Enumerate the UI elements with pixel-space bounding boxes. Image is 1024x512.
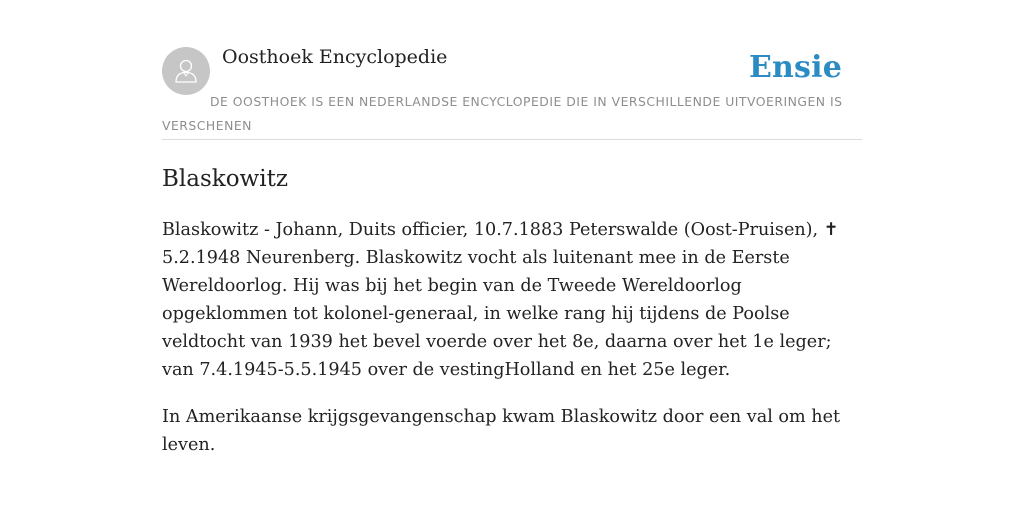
source-header xyxy=(162,46,862,140)
source-name[interactable]: Oosthoek Encyclopedie xyxy=(222,46,448,68)
entry-card xyxy=(162,46,862,459)
source-tagline: DE OOSTHOEK IS EEN NEDERLANDSE ENCYCLOPEDIE DIE IN VERSCHILLENDE UITVOERINGEN IS VERSCHENEN xyxy=(162,94,843,133)
article-paragraph-1: Blaskowitz - Johann, Duits officier, 10.7.1883 Peterswalde (Oost-Pruisen), ✝ 5.2.1948 Neurenberg. Blaskowitz vocht als luitenant mee in de Eerste Wereldoorlog. Hij was bij het begin van de Tweede Wereldoorlog opgeklommen tot kolonel-generaal, in welke rang hij tijdens de Poolse veldtocht van 1939 het bevel voerde over het 8e, daarna over het 1e leger; van 7.4.1945-5.5.1945 over de vestingHolland en het 25e leger. xyxy=(162,220,839,380)
user-icon xyxy=(171,56,201,86)
source-avatar[interactable] xyxy=(162,47,210,95)
article-title: Blaskowitz xyxy=(162,166,288,192)
brand-logo[interactable]: Ensie xyxy=(748,50,842,85)
article-paragraph-2: In Amerikaanse krijgsgevangenschap kwam Blaskowitz door een val om het leven. xyxy=(162,407,841,455)
